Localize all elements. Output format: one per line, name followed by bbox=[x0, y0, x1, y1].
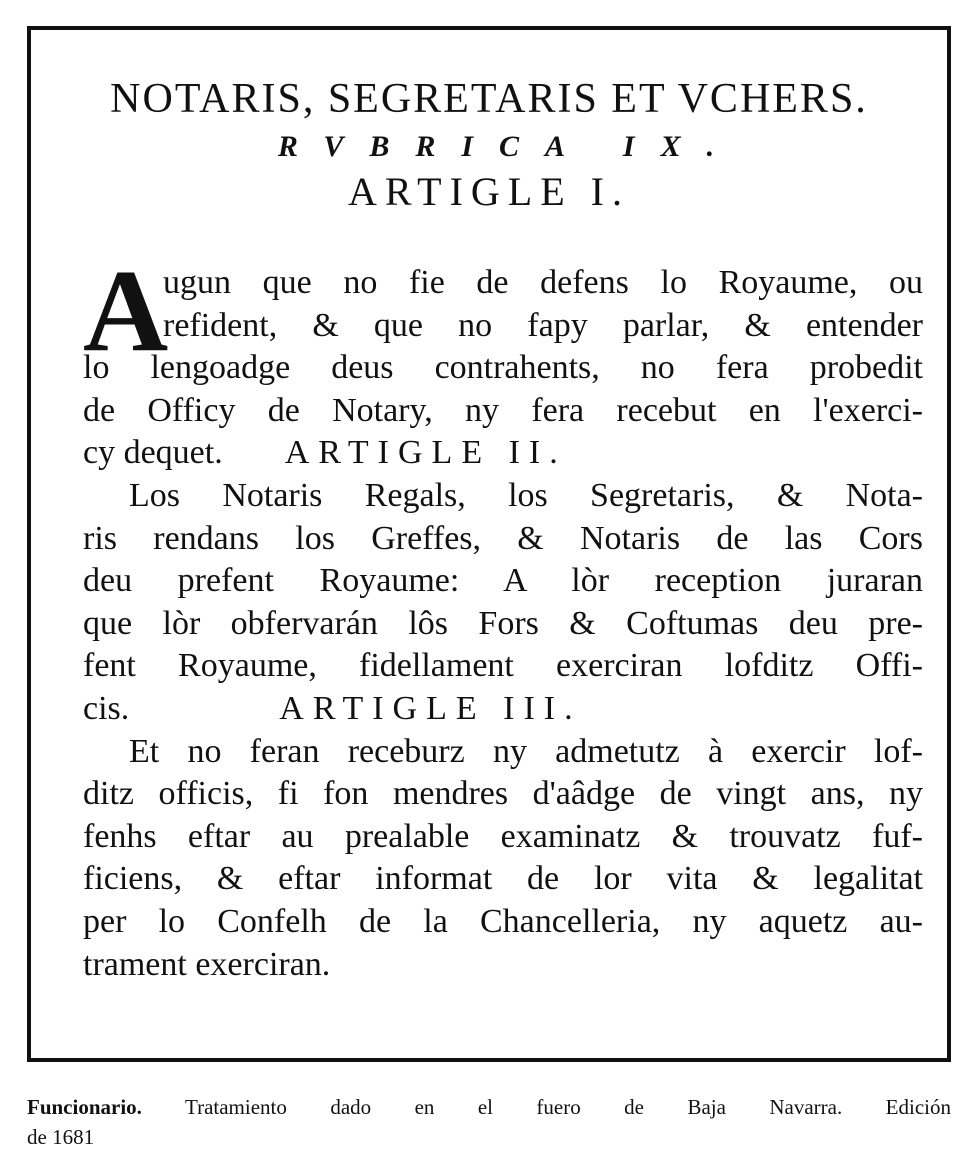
text-line: ris rendans los Greffes, & Notaris de las Cors bbox=[83, 519, 923, 557]
article-two-heading: ARTIGLE II. bbox=[284, 434, 567, 472]
section-title: NOTARIS, SEGRETARIS ET VCHERS. bbox=[110, 76, 868, 122]
text-line: refident, & que no fapy parlar, & entender bbox=[163, 306, 923, 344]
text-line: cy dequet. bbox=[83, 434, 223, 472]
caption-continuation: de 1681 bbox=[27, 1125, 95, 1149]
text-line-with-heading bbox=[83, 432, 923, 475]
text-line: ficiens, & eftar informat de lor vita & legalitat bbox=[83, 860, 923, 898]
text-line: Et no feran receburz ny admetutz à exercir lof- bbox=[129, 732, 923, 770]
caption-text: Tratamiento dado en el fuero de Baja Navarra. Edición bbox=[185, 1095, 951, 1119]
article-three-heading: ARTIGLE III. bbox=[279, 689, 582, 727]
article-one-heading: ARTIGLE I. bbox=[348, 169, 630, 214]
text-line: lo lengoadge deus contrahents, no fera probedit bbox=[83, 349, 923, 387]
caption-label: Funcionario. bbox=[27, 1095, 142, 1119]
text-line: que lòr obfervarán lôs Fors & Coftumas deu pre- bbox=[83, 604, 923, 642]
figure-caption bbox=[27, 1092, 951, 1122]
text-line: deu prefent Royaume: A lòr reception juraran bbox=[83, 562, 923, 600]
text-line-with-heading bbox=[83, 688, 923, 731]
text-line: cis. bbox=[83, 689, 130, 727]
text-line: per lo Confelh de la Chancelleria, ny aquetz au- bbox=[83, 902, 923, 940]
text-line: ditz officis, fi fon mendres d'aâdge de vingt ans, ny bbox=[83, 775, 923, 813]
text-line: ugun que no fie de defens lo Royaume, ou bbox=[163, 264, 923, 301]
text-line: de Officy de Notary, ny fera recebut en l'exerci- bbox=[83, 391, 923, 429]
article-body bbox=[83, 245, 923, 986]
text-line: trament exerciran. bbox=[83, 945, 331, 983]
drop-cap: A bbox=[83, 245, 169, 376]
document-frame bbox=[27, 26, 951, 1062]
rubric-label: RVBRICA IX. bbox=[277, 130, 741, 163]
text-line: Los Notaris Regals, los Segretaris, & Nota- bbox=[129, 476, 923, 514]
text-line: fenhs eftar au prealable examinatz & trouvatz fuf- bbox=[83, 817, 923, 855]
text-line: fent Royaume, fidellament exerciran lofditz Offi- bbox=[83, 647, 923, 685]
